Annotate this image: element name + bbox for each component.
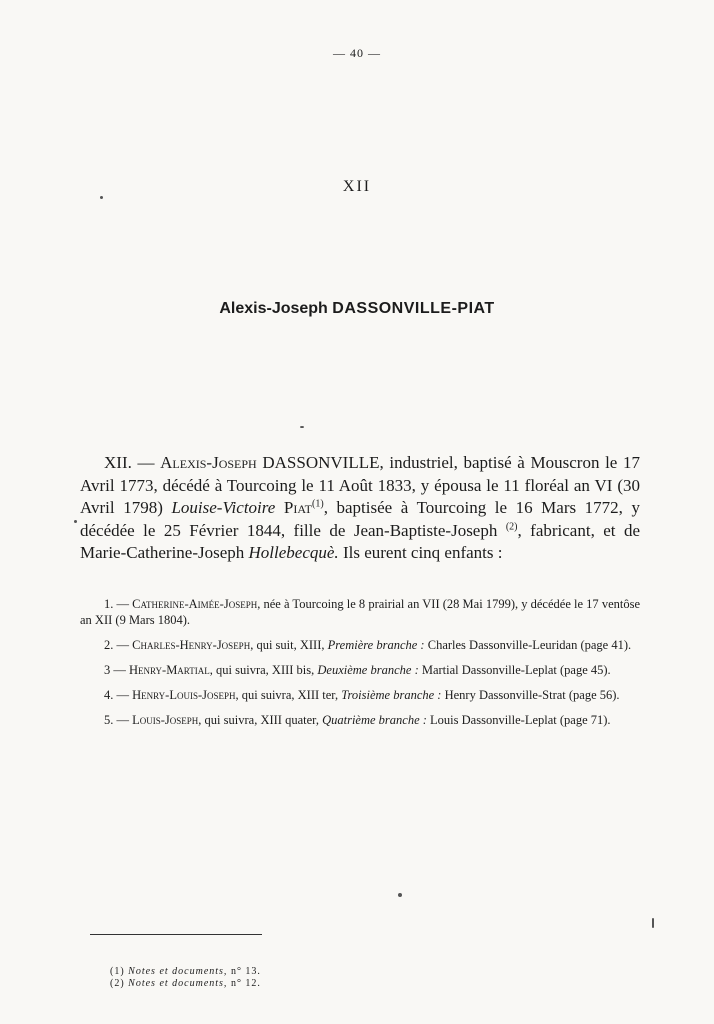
child-number: 2. —	[104, 638, 129, 652]
child-branch: Quatrième branche :	[322, 713, 427, 727]
paragraph-text-1: industriel, baptisé à Mouscron le 17 Avril 1773, décédé à Tourcoing le 11 Août 1833, y épousa le 11 floréal an VI (30 Avril 1798)	[80, 453, 641, 517]
paragraph-text-3: , fabricant, et de Marie-Catherine-Joseph	[80, 520, 641, 562]
child-name: Charles-Henry-Joseph,	[132, 638, 254, 652]
footnote-ref: n° 13.	[230, 966, 261, 977]
child-number: 3 —	[104, 663, 126, 677]
paragraph-text-2: , baptisée à Tourcoing le 16 Mars 1772, y décédée le 25 Février 1844, fille de Jean-Baptiste-Joseph	[80, 498, 641, 540]
page-number: — 40 —	[333, 46, 381, 60]
title-given-names: Alexis-Joseph	[219, 300, 328, 317]
footnote-divider	[90, 934, 262, 935]
list-item	[80, 596, 640, 628]
list-item	[80, 687, 640, 703]
page-title	[0, 300, 714, 318]
footnote-text: Notes et documents,	[128, 966, 228, 977]
child-tail: Henry Dassonville-Strat (page 56).	[444, 688, 620, 702]
child-tail: Louis Dassonville-Leplat (page 71).	[430, 713, 611, 727]
person-name: Alexis-Joseph	[160, 453, 257, 472]
scan-speck	[300, 426, 304, 428]
paragraph-text-4: Ils eurent cinq enfants :	[342, 543, 503, 562]
child-number: 4. —	[104, 688, 129, 702]
section-number: XII	[342, 178, 372, 195]
title-surname: DASSONVILLE-PIAT	[332, 300, 495, 317]
child-text: qui suivra, XIII bis,	[216, 663, 315, 677]
footnote-ref-1: (1)	[312, 498, 324, 510]
child-branch: Première branche :	[327, 638, 425, 652]
main-paragraph	[80, 452, 640, 565]
child-name: Henry-Martial,	[129, 663, 213, 677]
list-item	[80, 712, 640, 728]
scan-speck	[652, 918, 654, 928]
footnote-ref-2: (2)	[505, 520, 518, 532]
child-text: qui suivra, XIII quater,	[204, 713, 319, 727]
child-number: 5. —	[104, 713, 129, 727]
child-branch: Deuxième branche :	[317, 663, 419, 677]
mother-surname: Hollebecquè.	[248, 543, 339, 562]
spouse-given-name: Louise-Victoire	[171, 498, 276, 517]
footnote-ref: n° 12.	[230, 978, 261, 989]
child-branch: Troisième branche :	[341, 688, 442, 702]
footnote-text: Notes et documents,	[128, 978, 228, 989]
child-name: Louis-Joseph,	[132, 713, 202, 727]
footnote	[110, 978, 510, 990]
list-item	[80, 662, 640, 678]
list-item	[80, 637, 640, 653]
child-text: qui suivra, XIII ter,	[241, 688, 339, 702]
footnote-number: (2)	[110, 978, 125, 989]
footnote	[110, 966, 510, 978]
child-tail: Charles Dassonville-Leuridan (page 41).	[427, 638, 632, 652]
spouse-surname: Piat	[283, 498, 313, 517]
child-number: 1. —	[104, 597, 130, 611]
scan-speck	[74, 520, 77, 523]
child-text: née à Tourcoing le 8 prairial an VII (28 Mai 1799), y décédée le 17 ventôse an XII (9 Mars 1804).	[80, 597, 640, 627]
scan-speck	[100, 196, 103, 199]
person-surname: DASSONVILLE,	[262, 453, 384, 472]
child-tail: Martial Dassonville-Leplat (page 45).	[421, 663, 611, 677]
scan-speck	[398, 893, 402, 897]
child-name: Catherine-Aimée-Joseph,	[132, 597, 261, 611]
footnotes	[110, 966, 510, 990]
child-name: Henry-Louis-Joseph,	[132, 688, 239, 702]
child-text: qui suit, XIII,	[256, 638, 325, 652]
children-list	[80, 596, 640, 737]
footnote-number: (1)	[110, 966, 125, 977]
paragraph-number: XII. —	[104, 453, 155, 472]
